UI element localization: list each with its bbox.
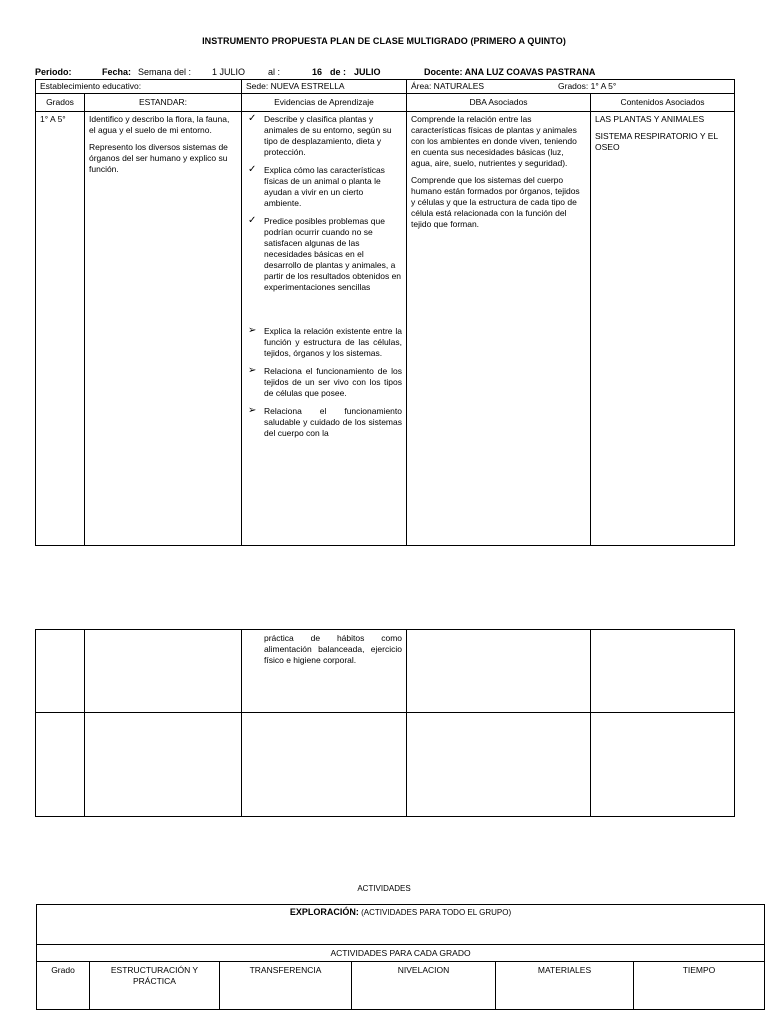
empty-cell xyxy=(407,630,591,713)
checkmark-icon: ✓ xyxy=(248,215,257,226)
empty-cell xyxy=(36,630,85,713)
arrow-bullet-icon: ➢ xyxy=(248,405,257,416)
list-item: ✓ Describe y clasifica plantas y animales de su entorno, según su tipo de desplazamiento, dieta y protección. xyxy=(248,113,392,157)
semana-label: Semana del : xyxy=(138,67,192,77)
empty-cell xyxy=(85,713,242,817)
de-label: de : xyxy=(330,67,347,77)
continuation-table xyxy=(35,629,735,817)
establecimiento-cell: Establecimiento educativo: xyxy=(36,80,242,94)
empty-cell xyxy=(591,630,735,713)
dba-item: Comprende la relación entre las características físicas de plantas y animales con los ambientes en donde viven, teniendo en cuenta sus necesidades básicas (luz, agua, aire, suelo, nutrientes y seguridad). xyxy=(411,114,577,168)
evidencias-cell xyxy=(242,112,407,546)
actividades-table xyxy=(36,904,765,1010)
col-materiales: MATERIALES xyxy=(496,962,634,1010)
grados-text: Grados: 1° A 5° xyxy=(558,81,617,91)
empty-cell xyxy=(242,713,407,817)
list-item: ➢ Relaciona el funcionamiento de los tejidos de un ser vivo con los tipos de células que posee. xyxy=(248,365,402,398)
al-label: al : xyxy=(268,67,281,77)
plan-table xyxy=(35,79,735,546)
exploracion-rest: (ACTIVIDADES PARA TODO EL GRUPO) xyxy=(358,908,512,917)
col-transferencia: TRANSFERENCIA xyxy=(220,962,352,1010)
semana-value: 1 JULIO xyxy=(212,67,246,77)
estandar-item: Identifico y describo la flora, la fauna, el agua y el suelo de mi entorno. xyxy=(89,114,230,135)
list-item: ➢ Relaciona el funcionamiento saludable y cuidado de los sistemas del cuerpo con la xyxy=(248,405,402,438)
estandar-item: Represento los diversos sistemas de órganos del ser humano y explico su función. xyxy=(89,142,228,174)
dba-item: Comprende que los sistemas del cuerpo humano están formados por órganos, tejidos y células y que la estructura de cada tipo de célula está relacionada con la función del tejido que forman. xyxy=(411,175,580,229)
header-estandar: ESTANDAR: xyxy=(85,94,242,112)
header-dba: DBA Asociados xyxy=(407,94,591,112)
area-grados-cell xyxy=(407,80,735,94)
exploracion-label: EXPLORACIÓN: xyxy=(289,907,359,917)
contenido-item: SISTEMA RESPIRATORIO Y EL OSEO xyxy=(595,131,718,152)
header-contenidos: Contenidos Asociados xyxy=(591,94,735,112)
col-tiempo: TIEMPO xyxy=(634,962,765,1010)
list-item: ➢ Explica la relación existente entre la función y estructura de las células, tejidos, órganos y los sistemas. xyxy=(248,325,402,358)
empty-cell xyxy=(85,630,242,713)
list-item: ✓ Explica cómo las características físicas de un animal o planta le ayudan a vivir en un cierto ambiente. xyxy=(248,164,385,208)
empty-cell xyxy=(407,713,591,817)
cada-grado-cell: ACTIVIDADES PARA CADA GRADO xyxy=(37,945,765,962)
grado-cell: 1° A 5° xyxy=(36,112,85,546)
header-evidencias: Evidencias de Aprendizaje xyxy=(242,94,407,112)
empty-cell xyxy=(36,713,85,817)
col-estructuracion: ESTRUCTURACIÓN Y PRÁCTICA xyxy=(90,962,220,1010)
docente: Docente: ANA LUZ COAVAS PASTRANA xyxy=(424,67,596,77)
col-nivelacion: NIVELACION xyxy=(352,962,496,1010)
sede-cell: Sede: NUEVA ESTRELLA xyxy=(242,80,407,94)
checkmark-icon: ✓ xyxy=(248,113,257,124)
empty-cell xyxy=(591,713,735,817)
fecha-label: Fecha: xyxy=(102,67,132,77)
arrow-bullet-icon: ➢ xyxy=(248,325,257,336)
evidencias-check-list xyxy=(246,114,402,293)
estandar-cell xyxy=(85,112,242,546)
exploracion-cell xyxy=(37,905,765,945)
al-month: JULIO xyxy=(354,67,381,77)
col-grado: Grado xyxy=(37,962,90,1010)
periodo-label: Periodo: xyxy=(35,67,72,77)
al-day: 16 xyxy=(312,67,323,77)
evidencias-arrow-list xyxy=(246,326,402,439)
contenidos-cell xyxy=(591,112,735,546)
contenido-item: LAS PLANTAS Y ANIMALES xyxy=(595,114,705,124)
checkmark-icon: ✓ xyxy=(248,164,257,175)
dba-cell xyxy=(407,112,591,546)
list-item: ✓ Predice posibles problemas que podrían ocurrir cuando no se satisfacen algunas de las necesidades básicas en el desarrollo de plantas y animales, a partir de los resultados obtenidos en experimentaciones sencillas xyxy=(248,215,402,292)
actividades-title: ACTIVIDADES xyxy=(357,884,411,893)
document-title: INSTRUMENTO PROPUESTA PLAN DE CLASE MULTIGRADO (PRIMERO A QUINTO) xyxy=(202,36,566,46)
arrow-bullet-icon: ➢ xyxy=(248,365,257,376)
continuation-text: práctica de hábitos como alimentación balanceada, ejercicio físico e higiene corporal. xyxy=(242,630,407,713)
area-text: Área: NATURALES xyxy=(411,81,485,91)
header-grados: Grados xyxy=(36,94,85,112)
